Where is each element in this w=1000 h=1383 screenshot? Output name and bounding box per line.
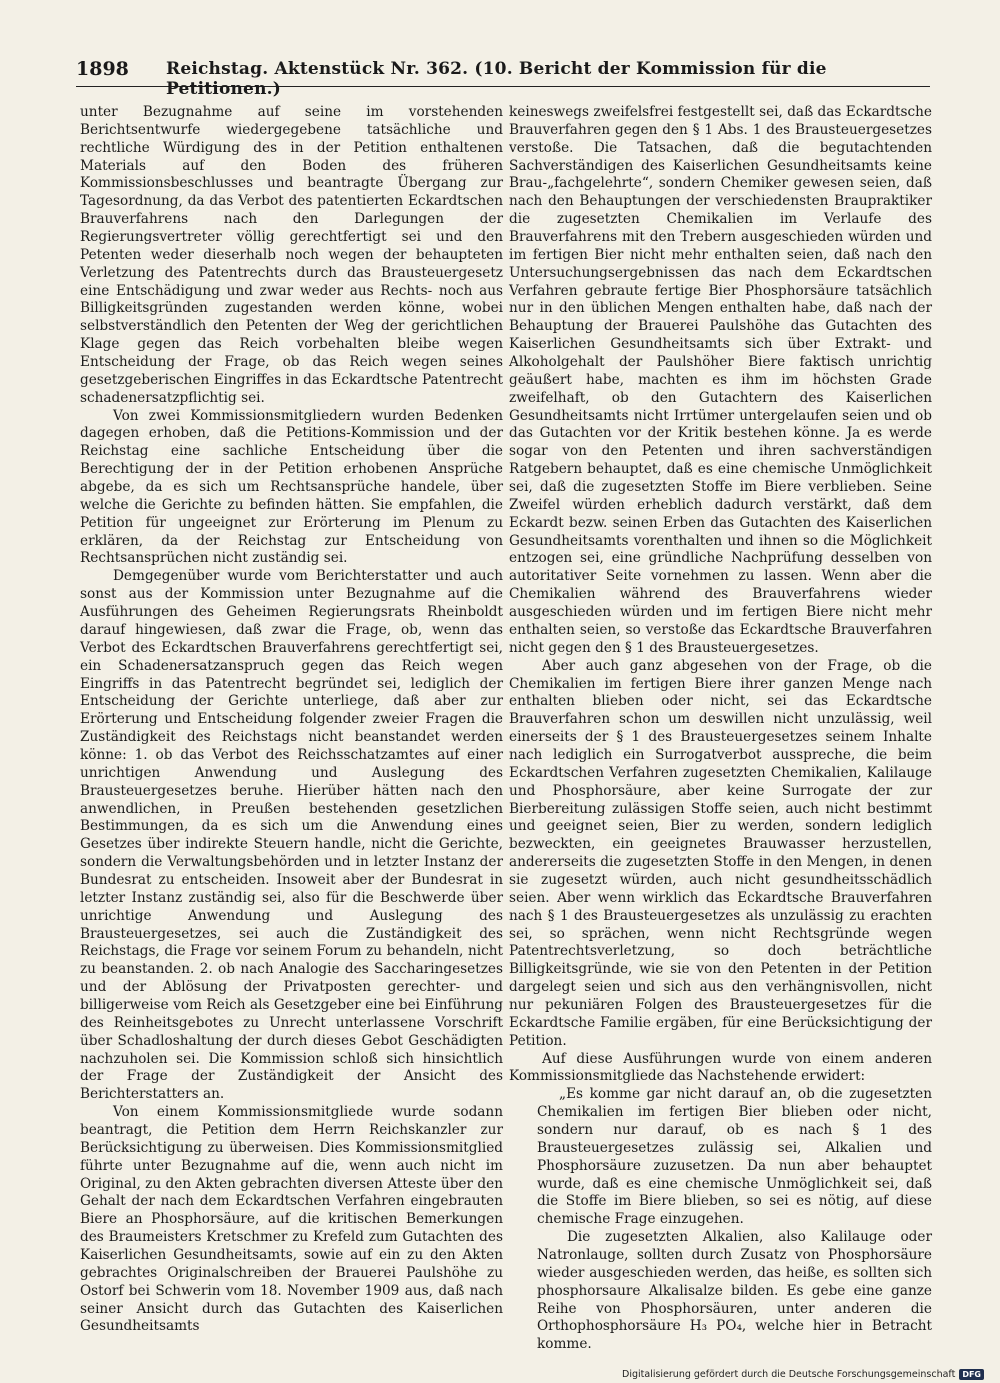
paragraph: Von zwei Kommissionsmitgliedern wurden Bedenken dagegen erhoben, daß die Petitions-Kommission und der Reichstag eine sachliche Entscheidung über die Berechtigung der in der Petition erhobenen Ansprüche abgebe, da es sich um Rechtsansprüche handele, über welche die Gerichte zu befinden hätten. Sie empfahlen, die Petition für ungeeignet zur Erörterung im Plenum zu erklären, da der Reichstag zur Entscheidung von Rechtsansprüchen nicht zuständig sei. [80, 407, 503, 567]
funding-note: Digitalisierung gefördert durch die Deutsche Forschungsgemeinschaft [622, 1369, 956, 1380]
right-column [509, 104, 932, 1353]
paragraph: Demgegenüber wurde vom Berichterstatter und auch sonst aus der Kommission unter Bezugnahme auf die Ausführungen des Geheimen Regierungsrats Rheinboldt darauf hingewiesen, daß zwar die Frage, ob, wenn das Verbot des Eckardtschen Brauverfahrens gerechtfertigt sei, ein Schadenersatzanspruch gegen das Reich wegen Eingriffs in das Patentrecht begründet sei, lediglich der Entscheidung der Gerichte unterliege, daß aber zur Erörterung und Entscheidung folgender zweier Fragen die Zuständigkeit des Reichstags nicht beanstandet werden könne: 1. ob das Verbot des Reichsschatzamtes auf einer unrichtigen Anwendung und Auslegung des Brausteuergesetzes beruhe. Hierüber hätten nach den anwendlichen, in Preußen bestehenden gesetzlichen Bestimmungen, da es sich um die Anwendung eines Gesetzes über indirekte Steuern handle, nicht die Gerichte, sondern die Verwaltungsbehörden und in letzter Instanz der Bundesrat zu entscheiden. Insoweit aber der Bundesrat in letzter Instanz zuständig sei, also für die Beschwerde über unrichtige Anwendung und Auslegung des Brausteuergesetzes, sei auch die Zuständigkeit des Reichstags, die Frage vor seinem Forum zu behandeln, nicht zu beanstanden. 2. ob nach Analogie des Saccharingesetzes und der Ablösung der Privatposten gerechter- und billigerweise vom Reich als Gesetzgeber eine bei Einführung des Reinheitsgebotes zu Unrecht unterlassene Vorschrift über Schadloshaltung der durch dieses Gebot Geschädigten nachzuholen sei. Die Kommission schloß sich hinsichtlich der Frage der Zuständigkeit der Ansicht des Berichterstatters an. [80, 568, 503, 1103]
digitization-footer [622, 1369, 984, 1380]
dfg-logo: DFG [959, 1369, 984, 1380]
page-number: 1898 [76, 58, 129, 80]
paragraph: keineswegs zweifelsfrei festgestellt sei, daß das Eckardtsche Brauverfahren gegen den § 1 Abs. 1 des Brausteuergesetzes verstoße. Die Tatsachen, daß die begutachtenden Sachverständigen des Kaiserlichen Gesundheitsamts keine Brau-„fachgelehrte“, sondern Chemiker gewesen seien, daß nach den Behauptungen der verschiedensten Braupraktiker die zugesetzten Chemikalien im Verlaufe des Brauverfahrens mit den Trebern ausgeschieden würden und im fertigen Bier nicht mehr enthalten seien, daß nach den Untersuchungsergebnissen das nach dem Eckardtschen Verfahren gebraute fertige Bier Phosphorsäure tatsächlich nur in den üblichen Mengen enthalten habe, daß nach der Behauptung der Brauerei Paulshöhe das Gutachten des Kaiserlichen Gesundheitsamts sich über Extrakt- und Alkoholgehalt der Paulshöher Biere faktisch unrichtig geäußert habe, machten es ihm im höchsten Grade zweifelhaft, ob den Gutachtern des Kaiserlichen Gesundheitsamts nicht Irrtümer untergelaufen seien und ob das Gutachten vor der Kritik bestehen könne. Ja es werde sogar von den Petenten und ihren sachverständigen Ratgebern behauptet, daß es eine chemische Unmöglichkeit sei, daß die zugesetzten Stoffe im Biere verblieben. Seine Zweifel würden erheblich dadurch verstärkt, daß dem Eckardt bezw. seinen Erben das Gutachten des Kaiserlichen Gesundheitsamts vorenthalten und ihnen so die Möglichkeit entzogen sei, eine gründliche Nachprüfung desselben von autoritativer Seite vornehmen zu lassen. Wenn aber die Chemikalien während des Brauverfahrens wieder ausgeschieden würden und im fertigen Biere nicht mehr enthalten seien, so verstoße das Eckardtsche Brauverfahren nicht gegen den § 1 des Brausteuergesetzes. [509, 104, 932, 656]
paragraph: Von einem Kommissionsmitgliede wurde sodann beantragt, die Petition dem Herrn Reichskanzler zur Berücksichtigung zu überweisen. Dies Kommissionsmitglied führte unter Bezugnahme auf die, wenn auch nicht im Original, zu den Akten gebrachten diversen Atteste über den Gehalt der nach dem Eckardtschen Verfahren eingebrauten Biere an Phosphorsäure, auf die kritischen Bemerkungen des Braumeisters Kretschmer zu Krefeld zum Gutachten des Kaiserlichen Gesundheitsamts, sowie auf ein zu den Akten gebrachtes Originalschreiben der Brauerei Paulshöhe zu Ostorf bei Schwerin vom 18. November 1909 aus, daß nach seiner Ansicht durch das Gutachten des Kaiserlichen Gesundheitsamts [80, 1104, 503, 1335]
running-header [76, 58, 930, 99]
paragraph: Aber auch ganz abgesehen von der Frage, ob die Chemikalien im fertigen Biere ihrer ganzen Menge nach enthalten blieben oder nicht, sei das Eckardtsche Brauverfahren schon um deswillen nicht unzulässig, weil einerseits der § 1 des Brausteuergesetzes seinem Inhalte nach lediglich ein Surrogatverbot ausspreche, die beim Eckardtschen Verfahren zugesetzten Chemikalien, Kalilauge und Phosphorsäure, aber keine Surrogate der zur Bierbereitung zulässigen Stoffe seien, auch nicht bestimmt und geeignet seien, Bier zu werden, sondern lediglich bezweckten, ein geeignetes Brauwasser herzustellen, andererseits die zugesetzten Stoffe in den Mengen, in denen sie zugesetzt würden, auch nicht gesundheitsschädlich seien. Aber wenn wirklich das Eckardtsche Brauverfahren nach § 1 des Brausteuergesetzes als unzulässig zu erachten sei, so sprächen, wenn nicht Rechtsgründe wegen Patentrechtsverletzung, so doch beträchtliche Billigkeitsgründe, wie sie von den Petenten in der Petition dargelegt seien und sich aus den verhängnisvollen, nicht nur pekuniären Folgen des Brausteuergesetzes für die Eckardtsche Familie ergäben, für eine Berücksichtigung der Petition. [509, 657, 932, 1049]
paragraph: Auf diese Ausführungen wurde von einem anderen Kommissionsmitgliede das Nachstehende erwidert: [509, 1050, 932, 1085]
running-title: Reichstag. Aktenstück Nr. 362. (10. Bericht der Kommission für die Petitionen.) [166, 59, 827, 99]
quoted-paragraph: „Es komme gar nicht darauf an, ob die zugesetzten Chemikalien im fertigen Bier blieben oder nicht, sondern nur darauf, ob es nach § 1 des Brausteuergesetzes zulässig sei, Alkalien und Phosphorsäure zuzusetzen. Da nun aber behauptet wurde, daß es eine chemische Unmöglichkeit sei, daß die Stoffe im Biere blieben, so sei es nötig, auf diese chemische Frage einzugehen. [537, 1086, 932, 1228]
quoted-paragraph: Die zugesetzten Alkalien, also Kalilauge oder Natronlauge, sollten durch Zusatz von Phosphorsäure wieder ausgeschieden werden, das heiße, es sollten sich phosphorsaure Alkalisalze bilden. Es gebe eine ganze Reihe von Phosphorsäuren, unter anderen die Orthophosphorsäure H₃ PO₄, welche hier in Betracht komme. [537, 1229, 932, 1353]
left-column [80, 104, 503, 1335]
paragraph: unter Bezugnahme auf seine im vorstehenden Berichtsentwurfe wiedergegebene tatsächliche und rechtliche Würdigung des in der Petition enthaltenen Materials auf den Boden des früheren Kommissionsbeschlusses und beantragte Übergang zur Tagesordnung, da das Verbot des patentierten Eckardtschen Brauverfahrens nach den Darlegungen der Regierungsvertreter völlig gerechtfertigt sei und den Petenten weder dieserhalb noch wegen der behaupteten Verletzung des Patentrechts durch das Brausteuergesetz eine Entschädigung und zwar weder aus Rechts- noch aus Billigkeitsgründen zugestanden werden könne, wobei selbstverständlich den Petenten der Weg der gerichtlichen Klage gegen das Reich vorbehalten bleibe wegen Entscheidung der Frage, ob das Reich wegen seines gesetzgeberischen Eingriffes in das Eckardtsche Patentrecht schadenersatzpflichtig sei. [80, 104, 503, 406]
